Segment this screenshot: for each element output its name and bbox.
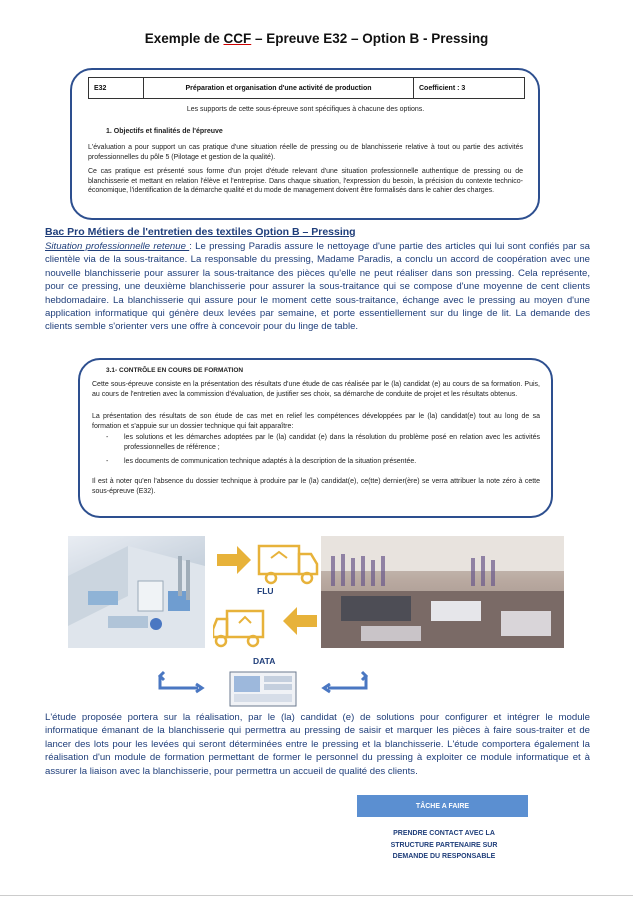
box1-intro: Les supports de cette sous-épreuve sont spécifiques à chacune des options. xyxy=(186,106,425,113)
epreuve-coef: Coefficient : 3 xyxy=(419,84,466,92)
box2-heading: 3.1- CONTRÔLE EN COURS DE FORMATION xyxy=(106,367,244,374)
box2-p2: La présentation des résultats de son étude de cas met en relief les compétences développées par le (la) candidat(e) tout au long de sa formation et s'appuie sur un dossier technique qui fait apparaître: xyxy=(92,413,540,430)
situation-text: : Le pressing Paradis assure le nettoyage d'une partie des articles qui lui sont confiés par sa clientèle via de la sous-traitance. La responsable du pressing, Madame Paradis, a conclu un accord de coopération avec une nouvelle blanchisserie pour assurer la sous-traitance des pièces qu'elle ne peut réaliser dans son pressing. Cela représente, pour ce pressing, une deuxième blanchisserie pour assurer la sous-traitance qui se compose d'une moyenne de cent clients hebdomadaire. La blanchisserie qui assure pour le moment cette sous-traitance, échange avec le pressing au moyen d'une application informatique qui génère deux levées par semaine, et porte essentiellement sur du linge de lit. La demande des clients semble s'orienter vers une offre à concevoir pour du linge de table. xyxy=(45,241,591,333)
task-description: PRENDRE CONTACT AVEC LA STRUCTURE PARTENAIRE SUR DEMANDE DU RESPONSABLE xyxy=(390,830,498,860)
box1-p2: Ce cas pratique est présenté sous forme d'un projet d'étude relevant d'une situation professionnelle authentique de pressing ou de blanchisserie et mettant en relation l'élève et l'entreprise. Dans chaque situation, l'expression du besoin, la précision du contexte technico-économique, l'identification de la démarche qualité et du mode de management doivent être formalisés dans le cahier des charges. xyxy=(88,168,523,195)
situation-label: Situation professionnelle retenue xyxy=(45,241,190,252)
laundry-factory-image xyxy=(321,536,564,648)
box2-p3: Il est à noter qu'en l'absence du dossier technique à produire par le (la) candidat(e), ce(tte) dernier(ère) se verra attribuer la note zéro à cette sous-épreuve (E32). xyxy=(92,478,540,495)
epreuve-code: E32 xyxy=(89,78,144,98)
box1-p1: L'évaluation a pour support un cas pratique d'une situation réelle de pressing ou de blanchisserie relative à tout ou partie des activités professionnelles du pôle 5 (Pilotage et gestion de la qualité). xyxy=(88,144,523,161)
box2-p1: Cette sous-épreuve consiste en la présentation des résultats d'une étude de cas réalisée par le (la) candidat (e) au cours de sa formation. Puis, au cours de l'entretien avec la commission d'évaluation, de justifier ses choix, sa démarche de conduite de projet et les résultats obtenus. xyxy=(92,381,540,398)
epreuve-subject: Préparation et organisation d'une activité de production xyxy=(144,78,414,98)
situation-paragraph xyxy=(45,240,590,334)
sync-diagram xyxy=(158,662,368,710)
page-title: Exemple de CCF – Epreuve E32 – Option B - Pressing xyxy=(144,31,489,46)
box2-bullet-1: les solutions et les démarches adoptées par le (la) candidat (e) dans la résolution du problème posé en relation avec les activités professionnelles de référence ; xyxy=(124,434,540,451)
footer-divider xyxy=(0,895,633,896)
epreuve-table xyxy=(88,77,525,99)
box1-heading: 1. Objectifs et finalités de l'épreuve xyxy=(106,128,223,135)
flu-label: FLU xyxy=(257,586,274,596)
bullet-dash-2: - xyxy=(106,458,109,465)
truck-icon-bottom xyxy=(213,605,323,660)
pressing-shop-image xyxy=(68,536,205,648)
section-heading: Bac Pro Métiers de l'entretien des textiles Option B – Pressing xyxy=(45,226,356,238)
data-label: DATA xyxy=(253,656,276,666)
box2-bullet-2: les documents de communication technique adaptés à la description de la situation présentée. xyxy=(124,458,417,465)
study-paragraph: L'étude proposée portera sur la réalisation, par le (la) candidat (e) de solutions pour configurer et intégrer le module informatique émanant de la blanchisserie qui permettra au pressing de saisir et marquer les pièces à faire sous-traiter et de lancer des lots pour les levées qui seront déterminées entre le pressing et la blanchisserie. L'étude comportera également la réalisation d'un module de formation permettant de former le personnel du pressing à exploiter ce module informatique et à assurer la liaison avec la blanchisserie, pour permettra un accueil de qualité des clients. xyxy=(45,712,590,777)
task-button[interactable]: TÂCHE A FAIRE xyxy=(357,795,528,817)
bullet-dash-1: - xyxy=(106,434,109,441)
